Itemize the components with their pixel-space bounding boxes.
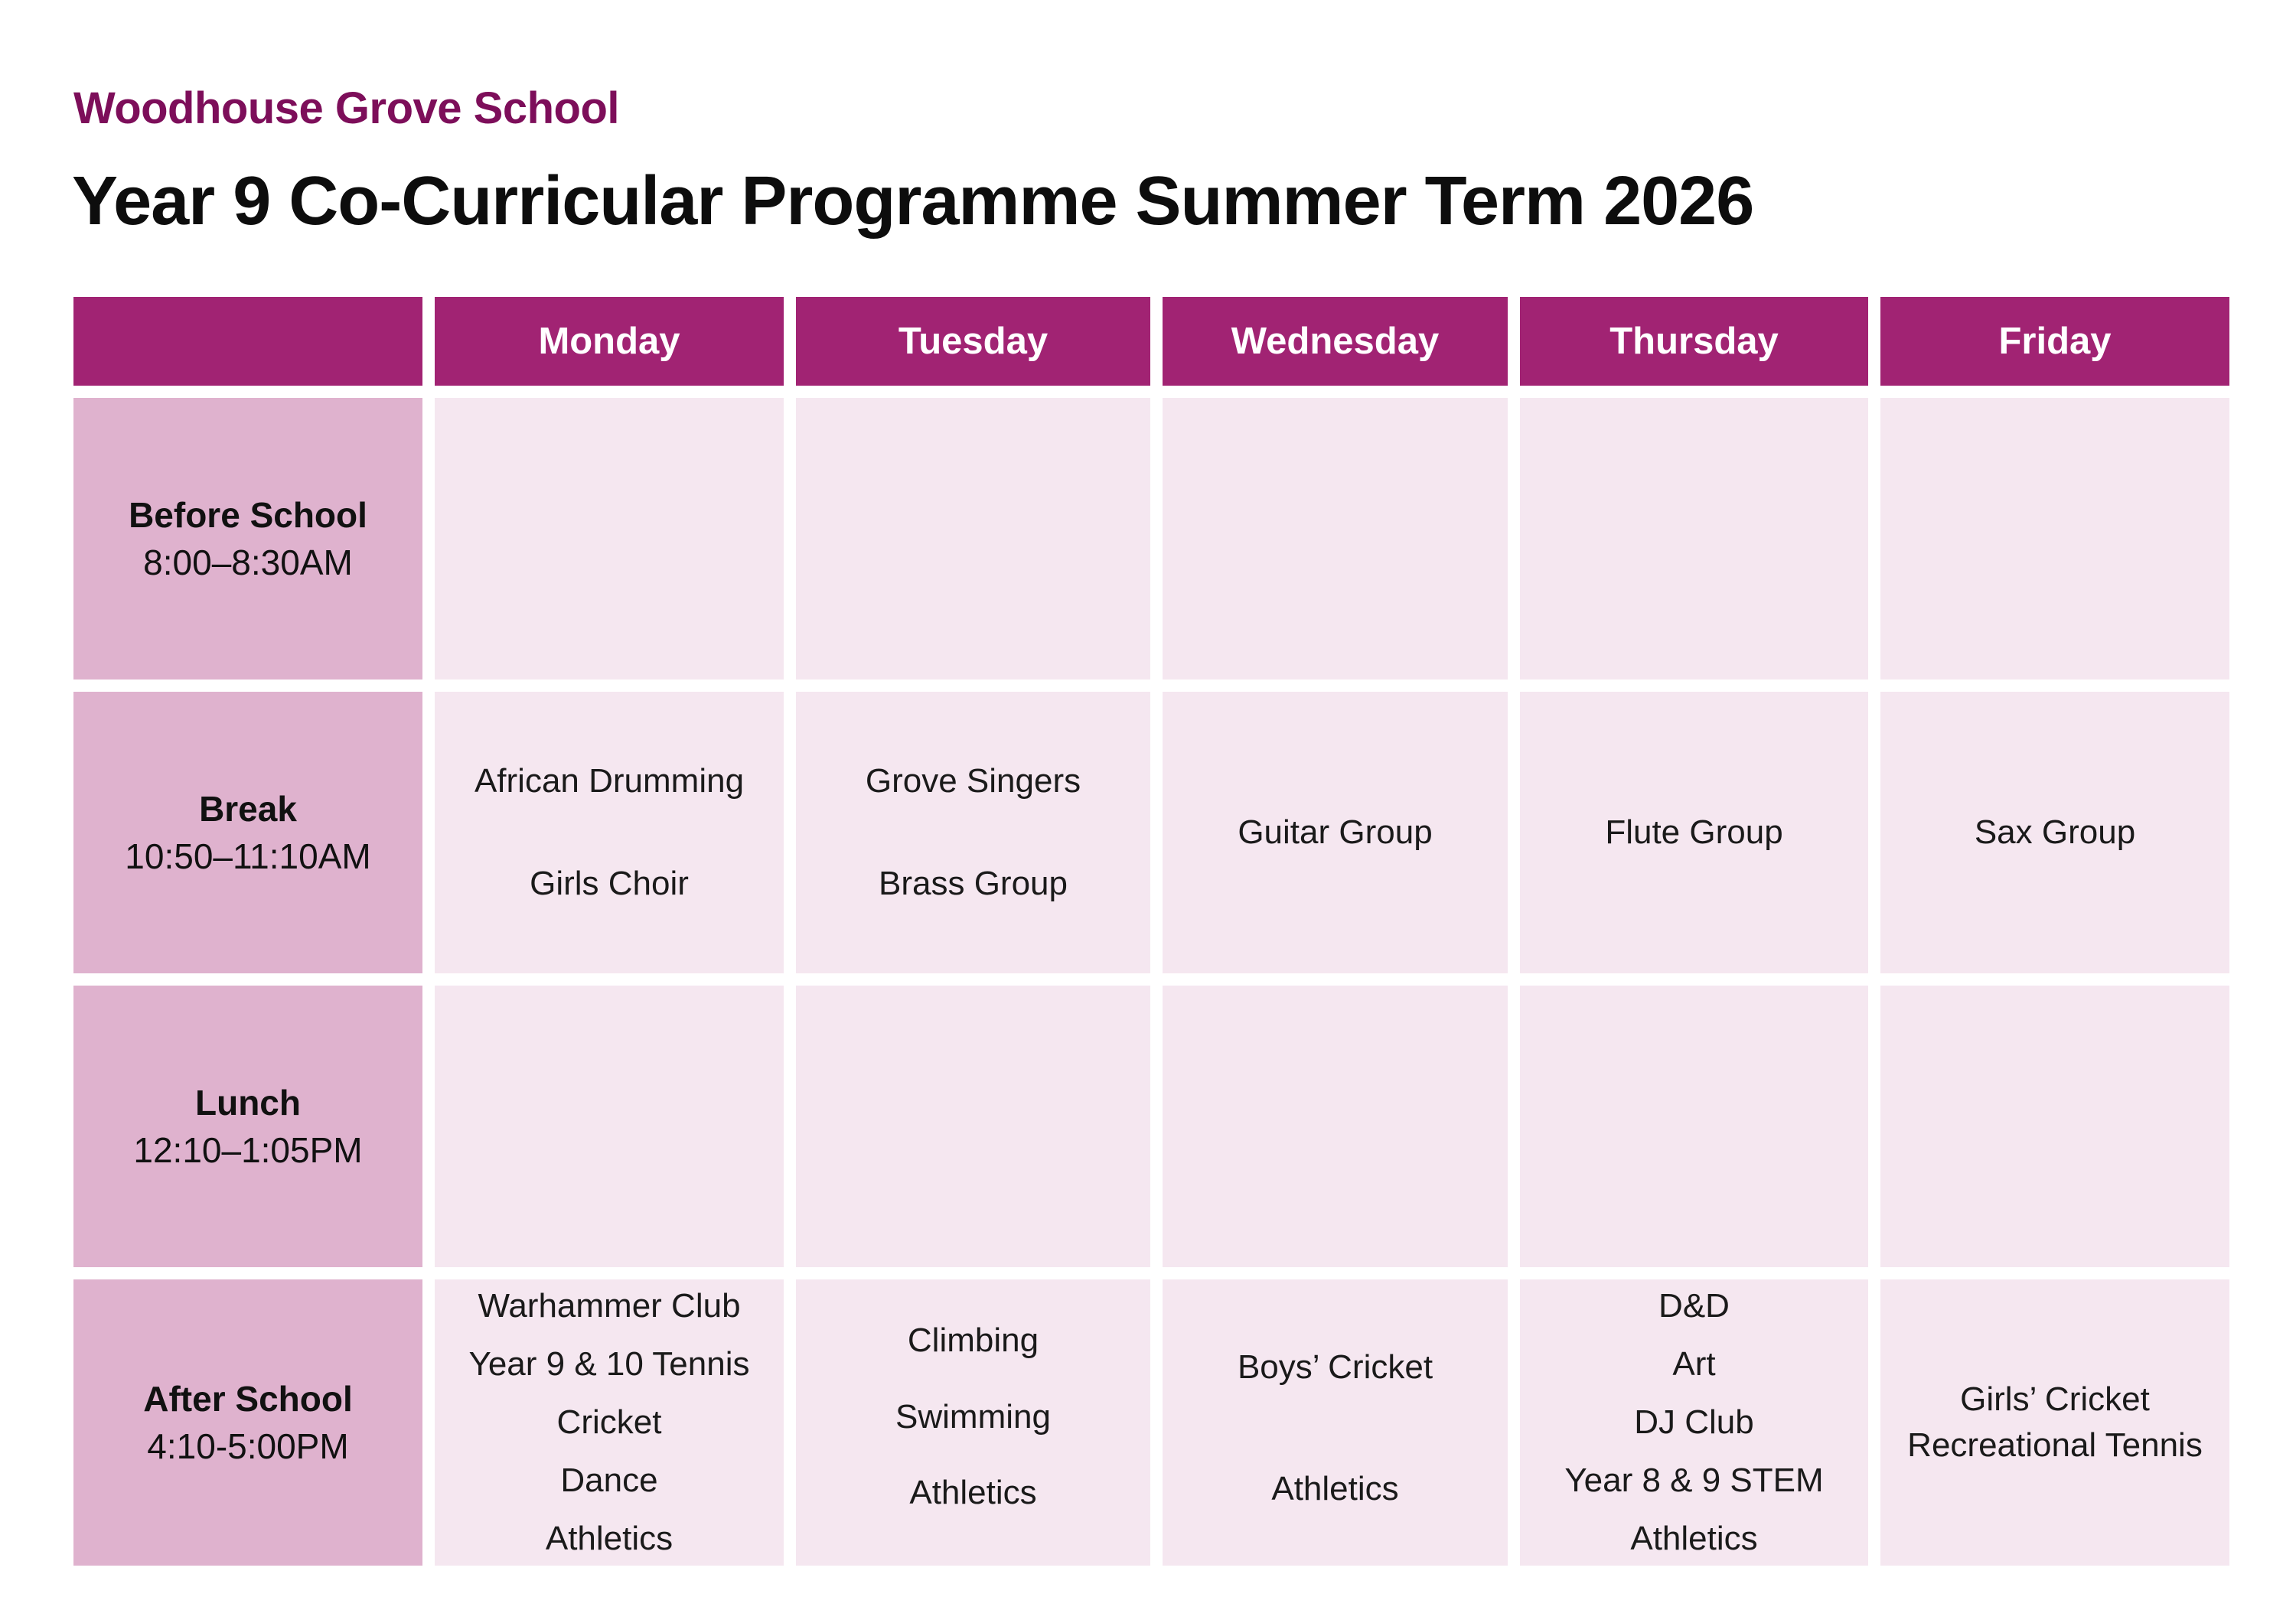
activity-item: Cricket <box>556 1403 662 1441</box>
slot-break <box>73 692 422 973</box>
slot-name: Break <box>199 789 297 829</box>
activity-item: African Drumming <box>474 762 745 800</box>
day-header-monday: Monday <box>435 297 784 386</box>
activity-item: Boys’ Cricket <box>1237 1348 1433 1386</box>
slot-lunch <box>73 986 422 1267</box>
activity-item: Dance <box>560 1462 658 1499</box>
cell-break-wednesday <box>1163 692 1508 973</box>
activity-item: Flute Group <box>1605 813 1783 851</box>
activity-item: Year 9 & 10 Tennis <box>468 1345 750 1383</box>
school-name: Woodhouse Grove School <box>73 83 619 133</box>
timetable <box>73 297 2229 1566</box>
cell-break-thursday <box>1520 692 1868 973</box>
slot-name: After School <box>143 1379 353 1419</box>
activity-item: Swimming <box>895 1397 1051 1436</box>
activity-item: Guitar Group <box>1238 813 1433 851</box>
cell-before-school-monday <box>435 398 784 680</box>
activity-item: DJ Club <box>1634 1403 1754 1441</box>
corner-header <box>73 297 422 386</box>
activity-item: Girls’ Cricket <box>1960 1380 2150 1418</box>
cell-lunch-wednesday <box>1163 986 1508 1267</box>
slot-time: 12:10–1:05PM <box>133 1130 363 1170</box>
activity-item: Athletics <box>545 1520 673 1557</box>
cell-break-monday <box>435 692 784 973</box>
day-header-friday: Friday <box>1880 297 2229 386</box>
cell-before-school-tuesday <box>796 398 1150 680</box>
cell-after-school-wednesday <box>1163 1279 1508 1566</box>
slot-time: 4:10-5:00PM <box>147 1426 349 1466</box>
activity-item: Grove Singers <box>865 762 1081 800</box>
cell-break-tuesday <box>796 692 1150 973</box>
page-title: Year 9 Co-Curricular Programme Summer Term 2026 <box>72 163 1754 240</box>
activity-item: Recreational Tennis <box>1907 1426 2203 1464</box>
activity-item: Climbing <box>907 1322 1039 1359</box>
activity-item: Athletics <box>1271 1470 1399 1507</box>
cell-after-school-thursday <box>1520 1279 1868 1566</box>
cell-before-school-thursday <box>1520 398 1868 680</box>
activity-item: Warhammer Club <box>478 1287 741 1325</box>
slot-time: 8:00–8:30AM <box>143 543 353 582</box>
activity-item: Girls Choir <box>530 865 689 902</box>
cell-after-school-friday <box>1880 1279 2229 1566</box>
activity-item: Year 8 & 9 STEM <box>1564 1462 1824 1499</box>
slot-name: Lunch <box>195 1083 301 1123</box>
day-header-thursday: Thursday <box>1520 297 1868 386</box>
cell-before-school-friday <box>1880 398 2229 680</box>
activity-item: Sax Group <box>1974 813 2136 851</box>
slot-after-school <box>73 1279 422 1566</box>
activity-item: Brass Group <box>879 865 1068 902</box>
activity-item: Art <box>1672 1345 1716 1383</box>
day-header-tuesday: Tuesday <box>796 297 1150 386</box>
day-header-wednesday: Wednesday <box>1163 297 1508 386</box>
slot-time: 10:50–11:10AM <box>125 836 371 876</box>
activity-item: Athletics <box>1630 1520 1758 1557</box>
slot-before-school <box>73 398 422 680</box>
cell-after-school-tuesday <box>796 1279 1150 1566</box>
cell-before-school-wednesday <box>1163 398 1508 680</box>
cell-after-school-monday <box>435 1279 784 1566</box>
activity-item: D&D <box>1658 1287 1730 1325</box>
activity-item: Athletics <box>909 1474 1037 1511</box>
cell-break-friday <box>1880 692 2229 973</box>
cell-lunch-friday <box>1880 986 2229 1267</box>
cell-lunch-monday <box>435 986 784 1267</box>
cell-lunch-thursday <box>1520 986 1868 1267</box>
cell-lunch-tuesday <box>796 986 1150 1267</box>
slot-name: Before School <box>129 495 367 535</box>
